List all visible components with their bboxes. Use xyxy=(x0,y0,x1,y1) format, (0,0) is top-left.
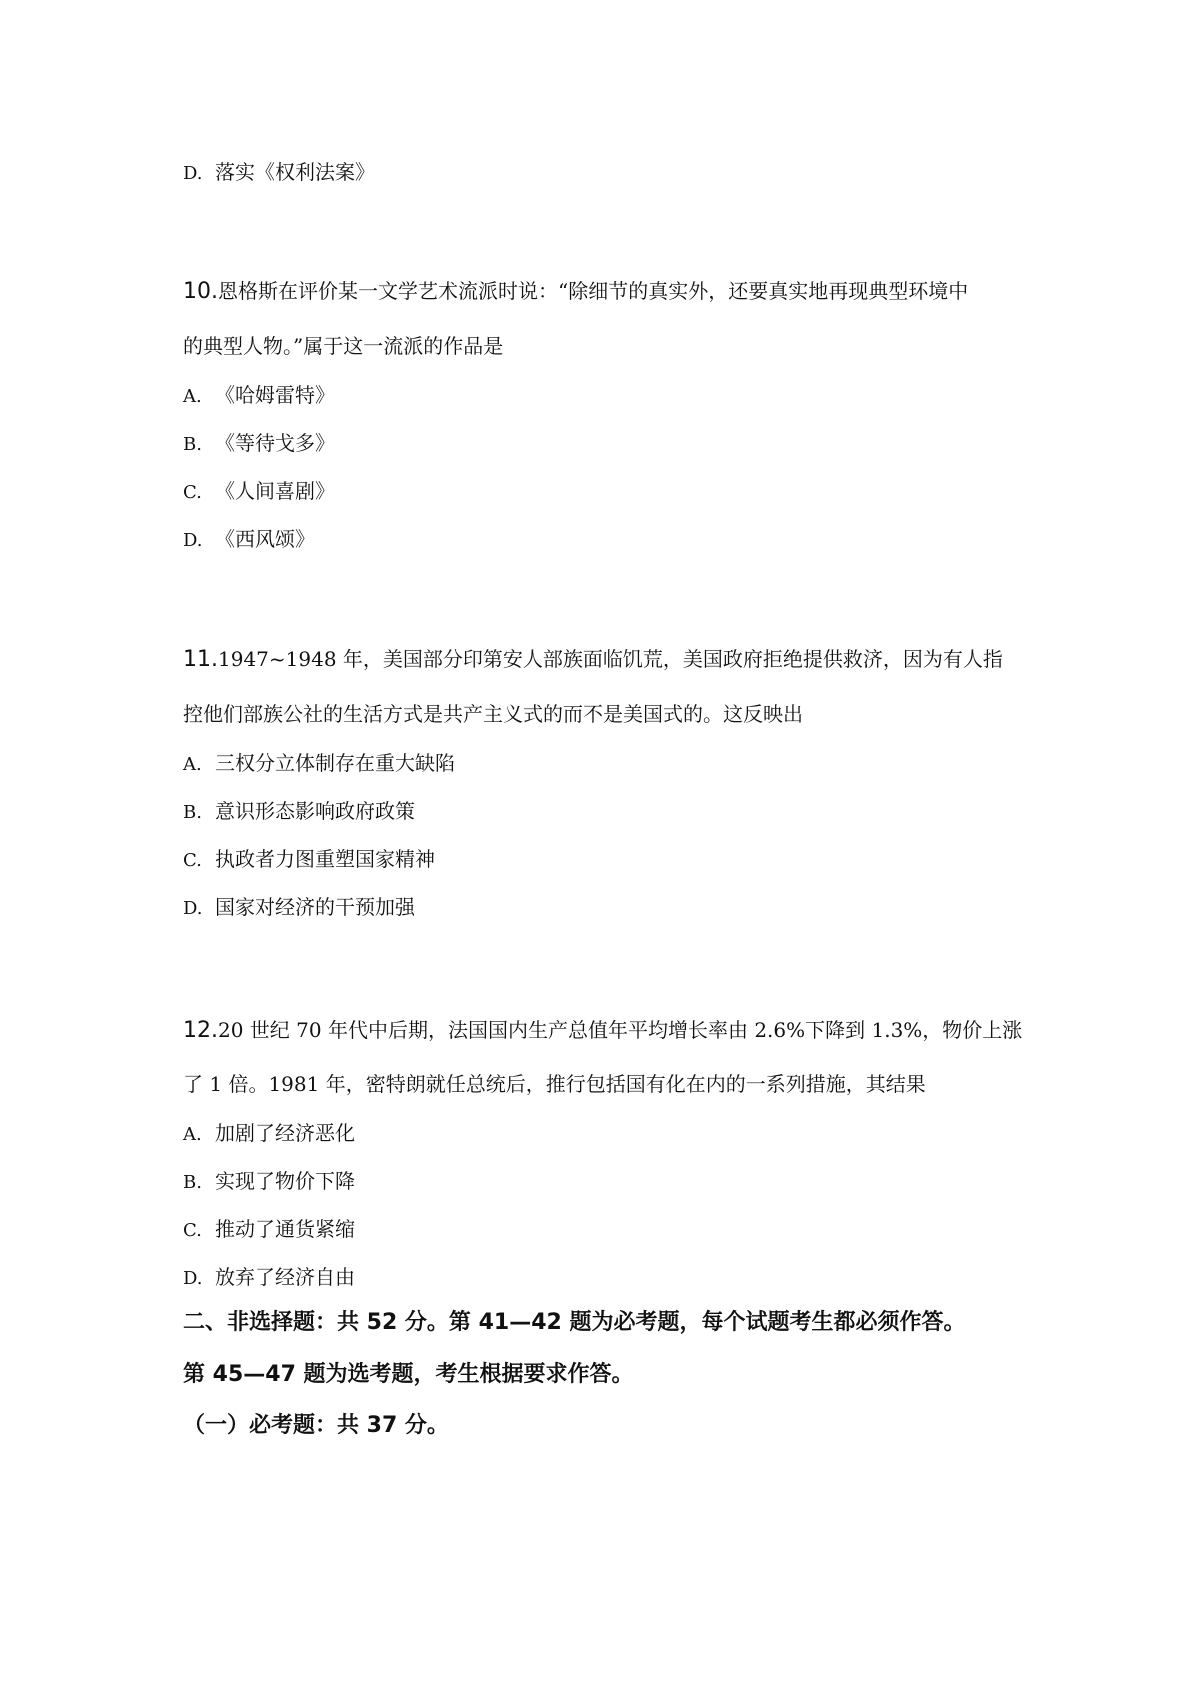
option-text: 落实《权利法案》 xyxy=(215,160,375,184)
option-letter: C. xyxy=(183,1220,202,1241)
option-letter: B. xyxy=(183,802,202,823)
option-letter: D. xyxy=(183,1268,203,1289)
option-letter: A. xyxy=(183,754,202,775)
option-text: 意识形态影响政府政策 xyxy=(215,799,415,823)
option-row xyxy=(183,895,415,921)
option-letter: D. xyxy=(183,898,203,919)
option-text: 执政者力图重塑国家精神 xyxy=(215,847,435,871)
option-row xyxy=(183,751,455,777)
option-row xyxy=(183,847,435,873)
question-stem-line xyxy=(183,279,968,304)
option-row xyxy=(183,383,335,409)
option-row xyxy=(183,1169,355,1195)
stem-text: 了 1 倍。1981 年，密特朗就任总统后，推行包括国有化在内的一系列措施，其结果 xyxy=(183,1072,926,1096)
option-letter: A. xyxy=(183,386,202,407)
option-row xyxy=(183,479,335,505)
option-text: 《西风颂》 xyxy=(215,527,315,551)
option-letter: C. xyxy=(183,850,202,871)
option-text: 《人间喜剧》 xyxy=(215,479,335,503)
stem-text: 恩格斯在评价某一文学艺术流派时说：“除细节的真实外，还要真实地再现典型环境中 xyxy=(218,279,969,303)
option-letter: D. xyxy=(183,530,203,551)
option-row xyxy=(183,1121,355,1147)
option-text: 国家对经济的干预加强 xyxy=(215,895,415,919)
option-letter: A. xyxy=(183,1124,202,1145)
option-text: 加剧了经济恶化 xyxy=(215,1121,355,1145)
stem-text: 控他们部族公社的生活方式是共产主义式的而不是美国式的。这反映出 xyxy=(183,702,803,726)
option-letter: B. xyxy=(183,1172,202,1193)
question-number: 10. xyxy=(183,279,218,304)
section-title-line: 二、非选择题：共 52 分。第 41—42 题为必考题，每个试题考生都必须作答。 xyxy=(183,1310,966,1335)
option-letter: C. xyxy=(183,482,202,503)
question-stem-line xyxy=(183,1072,926,1096)
section-subheading: （一）必考题：共 37 分。 xyxy=(183,1413,449,1438)
stem-text: 20 世纪 70 年代中后期，法国国内生产总值年平均增长率由 2.6%下降到 1.3%，物价上涨 xyxy=(218,1018,1023,1042)
question-stem-line xyxy=(183,334,503,358)
option-row xyxy=(183,1265,355,1291)
section-title-line: 第 45—47 题为选考题，考生根据要求作答。 xyxy=(183,1362,634,1387)
question-stem-line xyxy=(183,1018,1022,1043)
question-number: 12. xyxy=(183,1018,218,1043)
option-letter: D. xyxy=(183,163,203,184)
option-row xyxy=(183,160,375,186)
option-letter: B. xyxy=(183,434,202,455)
stem-text: 的典型人物。”属于这一流派的作品是 xyxy=(183,334,504,358)
option-row xyxy=(183,799,415,825)
option-row xyxy=(183,1217,355,1243)
option-text: 三权分立体制存在重大缺陷 xyxy=(215,751,455,775)
option-row xyxy=(183,431,335,457)
question-stem-line xyxy=(183,647,1003,672)
stem-text: 1947~1948 年，美国部分印第安人部族面临饥荒，美国政府拒绝提供救济，因为有人指 xyxy=(218,647,1003,671)
option-text: 放弃了经济自由 xyxy=(215,1265,355,1289)
option-row xyxy=(183,527,315,553)
option-text: 推动了通货紧缩 xyxy=(215,1217,355,1241)
question-stem-line xyxy=(183,702,803,726)
option-text: 实现了物价下降 xyxy=(215,1169,355,1193)
question-number: 11. xyxy=(183,647,218,672)
option-text: 《哈姆雷特》 xyxy=(215,383,335,407)
option-text: 《等待戈多》 xyxy=(215,431,335,455)
